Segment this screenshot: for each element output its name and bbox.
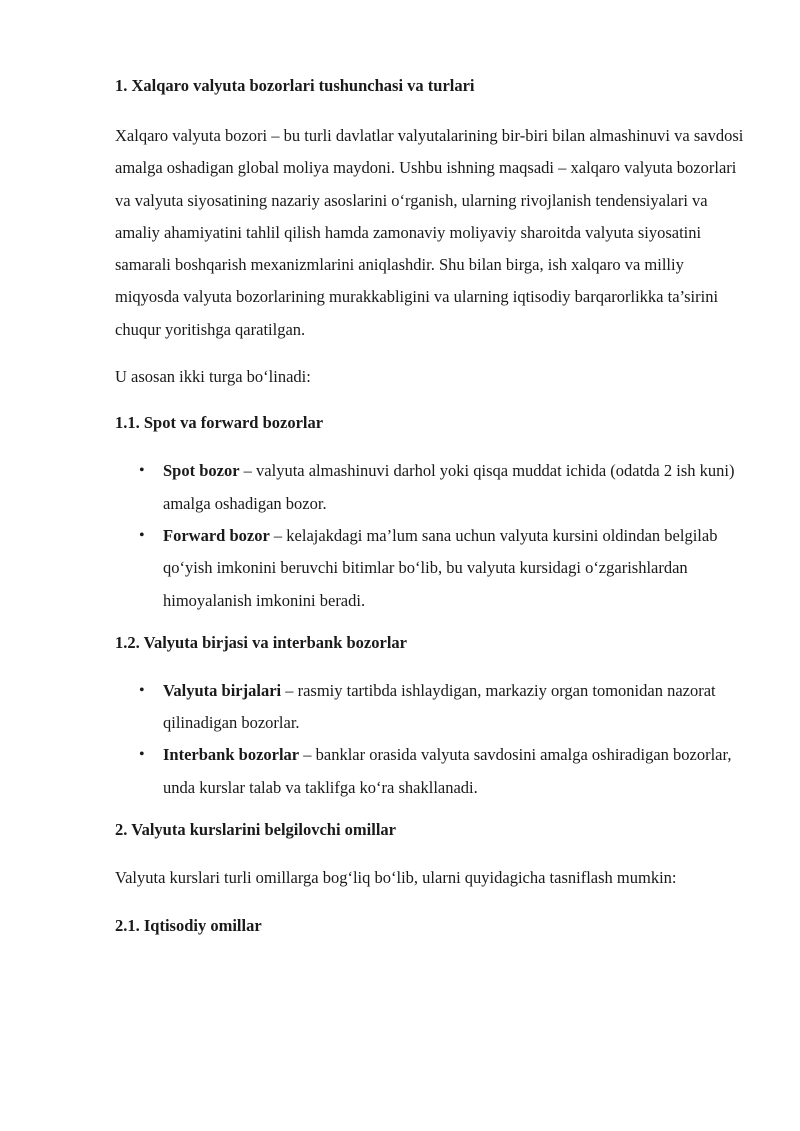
bullet-icon: • bbox=[139, 681, 145, 699]
term-forward: Forward bozor bbox=[163, 525, 270, 545]
bullet-icon: • bbox=[139, 746, 145, 764]
list-item-forward bbox=[115, 520, 745, 617]
list-item-interbank bbox=[115, 739, 745, 804]
section-2-1-heading: 2.1. Iqtisodiy omillar bbox=[115, 916, 262, 936]
section-1-2-heading: 1.2. Valyuta birjasi va interbank bozorlar bbox=[115, 632, 407, 652]
list-item-exchanges bbox=[115, 675, 745, 740]
section-1-intro-paragraph: Xalqaro valyuta bozori – bu turli davlatlar valyutalarining bir-biri bilan almashinuvi va savdosi amalga oshadigan global moliya maydoni. Ushbu ishning maqsadi – xalqaro valyuta bozorlari va valyuta siyosatining nazariy asoslarini o‘rganish, ularning rivojlanish tendensiyalari va amaliy ahamiyatini tahlil qilish hamda zamonaviy moliyaviy sharoitda valyuta siyosatini samarali boshqarish mexanizmlarini aniqlashdir. Shu bilan birga, ish xalqaro va milliy miqyosda valyuta bozorlarining murakkabligini va ularning iqtisodiy barqarorlikka ta’sirini chuqur yoritishga qaratilgan. bbox=[115, 126, 744, 339]
section-2-heading: 2. Valyuta kurslarini belgilovchi omillar bbox=[115, 820, 396, 840]
term-exchanges: Valyuta birjalari bbox=[163, 680, 282, 700]
definition-forward: – kelajakdagi ma’lum sana uchun valyuta kursini oldindan belgilab qo‘yish imkonini beruvchi bitimlar bo‘lib, bu valyuta kursidagi o‘zgarishlardan himoyalanish imkonini beradi. bbox=[163, 525, 718, 610]
section-1-heading: 1. Xalqaro valyuta bozorlari tushunchasi va turlari bbox=[115, 76, 475, 95]
document-page bbox=[115, 74, 745, 938]
bullet-icon: • bbox=[139, 526, 145, 544]
definition-spot: – valyuta almashinuvi darhol yoki qisqa muddat ichida (odatda 2 ish kuni) amalga oshadigan bozor. bbox=[163, 461, 735, 513]
term-interbank: Interbank bozorlar bbox=[163, 745, 300, 765]
section-1-1-heading: 1.1. Spot va forward bozorlar bbox=[115, 413, 324, 433]
definition-interbank: – banklar orasida valyuta savdosini amalga oshiradigan bozorlar, unda kurslar talab va taklifga ko‘ra shakllanadi. bbox=[163, 745, 732, 797]
bullet-icon: • bbox=[139, 462, 145, 480]
types-intro-paragraph: U asosan ikki turga bo‘linadi: bbox=[115, 367, 311, 387]
term-spot: Spot bozor bbox=[163, 461, 240, 481]
definition-exchanges: – rasmiy tartibda ishlaydigan, markaziy organ tomonidan nazorat qilinadigan bozorlar. bbox=[163, 680, 716, 733]
list-item-spot bbox=[115, 455, 745, 520]
spot-forward-list bbox=[115, 455, 745, 616]
section-2-intro-paragraph: Valyuta kurslari turli omillarga bog‘liq bo‘lib, ularni quyidagicha tasniflash mumkin: bbox=[115, 868, 677, 888]
exchange-interbank-list bbox=[115, 675, 745, 804]
